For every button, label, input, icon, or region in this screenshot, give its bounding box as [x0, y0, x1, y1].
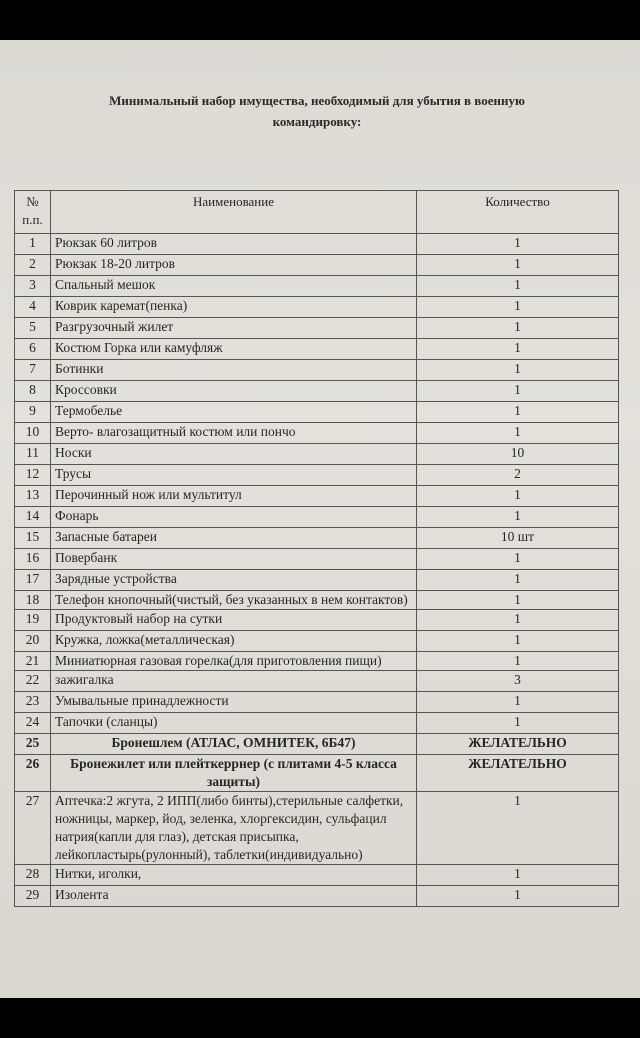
title-line-1: Минимальный набор имущества, необходимый для убытия в военную — [109, 93, 525, 108]
row-quantity: 2 — [417, 465, 619, 486]
row-quantity: 1 — [417, 360, 619, 381]
row-number: 18 — [15, 591, 51, 610]
row-number: 16 — [15, 549, 51, 570]
row-item-name: Кроссовки — [51, 381, 417, 402]
row-quantity: 10 — [417, 444, 619, 465]
row-quantity: 1 — [417, 591, 619, 610]
row-item-name: зажигалка — [51, 671, 417, 692]
row-item-name: Тапочки (сланцы) — [51, 713, 417, 734]
row-quantity: ЖЕЛАТЕЛЬНО — [417, 734, 619, 755]
table-row — [15, 360, 619, 381]
table-row — [15, 865, 619, 886]
row-item-name: Бронешлем (АТЛАС, ОМНИТЕК, 6Б47) — [51, 734, 417, 755]
row-item-name: Верто- влагозащитный костюм или пончо — [51, 423, 417, 444]
table-row — [15, 528, 619, 549]
table-row — [15, 423, 619, 444]
row-item-name: Разгрузочный жилет — [51, 318, 417, 339]
row-number: 12 — [15, 465, 51, 486]
row-quantity: 3 — [417, 671, 619, 692]
row-number: 22 — [15, 671, 51, 692]
row-number: 7 — [15, 360, 51, 381]
row-number: 15 — [15, 528, 51, 549]
row-quantity: 1 — [417, 402, 619, 423]
row-item-name: Повербанк — [51, 549, 417, 570]
row-quantity: 1 — [417, 549, 619, 570]
table-row — [15, 610, 619, 631]
row-number: 17 — [15, 570, 51, 591]
row-item-name: Умывальные принадлежности — [51, 692, 417, 713]
table-row — [15, 507, 619, 528]
table-row — [15, 297, 619, 318]
title-line-2: командировку: — [272, 114, 362, 129]
row-number: 19 — [15, 610, 51, 631]
table-row — [15, 631, 619, 652]
row-item-name: Рюкзак 60 литров — [51, 234, 417, 255]
row-quantity: 1 — [417, 318, 619, 339]
row-quantity: 1 — [417, 234, 619, 255]
row-number: 1 — [15, 234, 51, 255]
equipment-table — [14, 190, 619, 907]
document-title — [14, 90, 620, 132]
row-item-name: Запасные батареи — [51, 528, 417, 549]
row-item-name: Фонарь — [51, 507, 417, 528]
row-number: 20 — [15, 631, 51, 652]
row-quantity: 1 — [417, 486, 619, 507]
row-number: 5 — [15, 318, 51, 339]
row-item-name: Перочинный нож или мультитул — [51, 486, 417, 507]
table-row — [15, 652, 619, 671]
row-number: 13 — [15, 486, 51, 507]
row-quantity: 1 — [417, 713, 619, 734]
table-row — [15, 465, 619, 486]
table-row — [15, 276, 619, 297]
row-number: 2 — [15, 255, 51, 276]
row-item-name: Бронежилет или плейткеррнер (с плитами 4-5 класса защиты) — [51, 755, 417, 792]
table-row — [15, 792, 619, 865]
header-name: Наименование — [51, 191, 417, 234]
header-quantity: Количество — [417, 191, 619, 234]
row-item-name: Термобелье — [51, 402, 417, 423]
row-quantity: 1 — [417, 423, 619, 444]
row-number: 3 — [15, 276, 51, 297]
row-quantity: 1 — [417, 507, 619, 528]
row-number: 11 — [15, 444, 51, 465]
table-row — [15, 692, 619, 713]
row-number: 6 — [15, 339, 51, 360]
row-quantity: 1 — [417, 255, 619, 276]
table-row — [15, 381, 619, 402]
row-item-name: Костюм Горка или камуфляж — [51, 339, 417, 360]
table-row — [15, 886, 619, 907]
row-item-name: Трусы — [51, 465, 417, 486]
row-quantity: 1 — [417, 865, 619, 886]
row-quantity: 1 — [417, 886, 619, 907]
table-header-row — [15, 191, 619, 234]
table-row — [15, 255, 619, 276]
row-item-name: Рюкзак 18-20 литров — [51, 255, 417, 276]
header-number-line2: п.п. — [22, 212, 43, 227]
table-body — [15, 234, 619, 907]
row-quantity: 1 — [417, 276, 619, 297]
row-number: 27 — [15, 792, 51, 865]
row-number: 25 — [15, 734, 51, 755]
row-number: 29 — [15, 886, 51, 907]
row-number: 24 — [15, 713, 51, 734]
table-row — [15, 234, 619, 255]
table-row — [15, 755, 619, 792]
row-number: 14 — [15, 507, 51, 528]
row-quantity: 1 — [417, 610, 619, 631]
row-item-name: Телефон кнопочный(чистый, без указанных в нем контактов) — [51, 591, 417, 610]
row-item-name: Носки — [51, 444, 417, 465]
row-item-name: Коврик каремат(пенка) — [51, 297, 417, 318]
row-item-name: Спальный мешок — [51, 276, 417, 297]
row-number: 26 — [15, 755, 51, 792]
table-row — [15, 339, 619, 360]
table-row — [15, 444, 619, 465]
row-quantity: 1 — [417, 692, 619, 713]
row-item-name: Кружка, ложка(металлическая) — [51, 631, 417, 652]
header-number — [15, 191, 51, 234]
row-number: 10 — [15, 423, 51, 444]
row-number: 21 — [15, 652, 51, 671]
row-quantity: 1 — [417, 381, 619, 402]
table-row — [15, 402, 619, 423]
row-number: 8 — [15, 381, 51, 402]
row-quantity: 1 — [417, 652, 619, 671]
row-quantity: ЖЕЛАТЕЛЬНО — [417, 755, 619, 792]
row-item-name: Ботинки — [51, 360, 417, 381]
row-number: 9 — [15, 402, 51, 423]
table-row — [15, 671, 619, 692]
row-quantity: 1 — [417, 631, 619, 652]
row-item-name: Нитки, иголки, — [51, 865, 417, 886]
row-quantity: 1 — [417, 297, 619, 318]
document-sheet — [0, 40, 640, 998]
row-quantity: 10 шт — [417, 528, 619, 549]
row-quantity: 1 — [417, 339, 619, 360]
row-item-name: Аптечка:2 жгута, 2 ИПП(либо бинты),стерильные салфетки, ножницы, маркер, йод, зеленка, хлоргексидин, сульфацил натрия(капли для глаз), детская присыпка, лейкопластырь(рулонный), таблетки(индивидуально) — [51, 792, 417, 865]
row-item-name: Миниатюрная газовая горелка(для приготовления пищи) — [51, 652, 417, 671]
table-row — [15, 570, 619, 591]
table-row — [15, 734, 619, 755]
header-number-line1: № — [26, 194, 39, 209]
table-row — [15, 486, 619, 507]
row-number: 4 — [15, 297, 51, 318]
row-item-name: Изолента — [51, 886, 417, 907]
table-row — [15, 713, 619, 734]
row-number: 23 — [15, 692, 51, 713]
table-row — [15, 549, 619, 570]
table-row — [15, 318, 619, 339]
row-item-name: Зарядные устройства — [51, 570, 417, 591]
row-quantity: 1 — [417, 792, 619, 865]
row-item-name: Продуктовый набор на сутки — [51, 610, 417, 631]
row-number: 28 — [15, 865, 51, 886]
row-quantity: 1 — [417, 570, 619, 591]
table-row — [15, 591, 619, 610]
